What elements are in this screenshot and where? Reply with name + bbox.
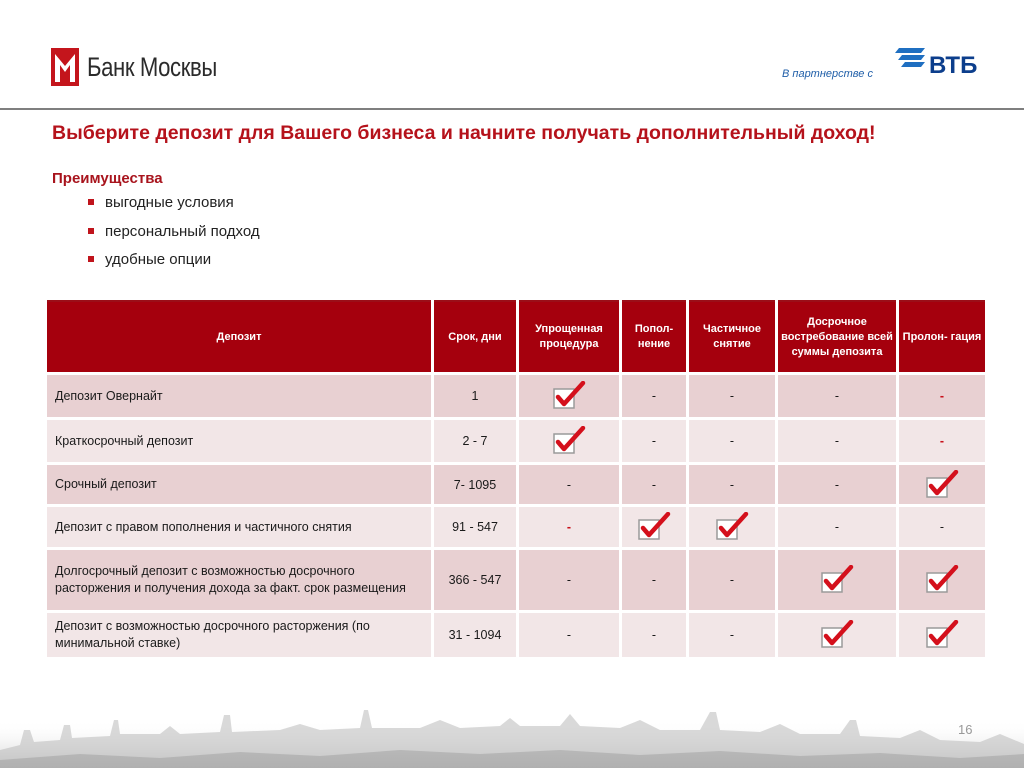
dash-mark: -	[651, 434, 657, 448]
dash-mark: -	[566, 573, 572, 587]
deposit-name-cell: Депозит с правом пополнения и частичного снятия	[47, 507, 431, 547]
dash-mark: -	[939, 434, 945, 448]
prolong-cell	[899, 465, 985, 504]
advantages-heading: Преимущества	[52, 170, 163, 187]
bullet-icon	[88, 256, 94, 262]
partial-cell	[689, 613, 775, 657]
dash-mark: -	[566, 520, 572, 534]
prolong-cell	[899, 375, 985, 417]
vtb-name: ВТБ	[929, 52, 978, 79]
dash-mark: -	[566, 477, 572, 492]
header-deposit: Депозит	[47, 300, 431, 372]
term-cell: 1	[434, 375, 516, 417]
early-cell	[778, 507, 896, 547]
bank-moskvy-logo[interactable]	[51, 48, 245, 86]
header-topup: Попол- нение	[622, 300, 686, 372]
bullet-icon	[88, 228, 94, 234]
dash-mark: -	[651, 477, 657, 492]
deposit-name-cell: Депозит Овернайт	[47, 375, 431, 417]
checkmark-icon	[820, 620, 854, 650]
partial-cell	[689, 375, 775, 417]
deposit-table	[47, 300, 985, 657]
term-cell: 91 - 547	[434, 507, 516, 547]
early-cell	[778, 420, 896, 462]
topup-cell	[622, 420, 686, 462]
simplified-cell	[519, 550, 619, 610]
header-simplified: Упрощенная процедура	[519, 300, 619, 372]
dash-mark: -	[651, 628, 657, 642]
dash-mark: -	[834, 520, 840, 534]
topup-cell	[622, 507, 686, 547]
topup-cell	[622, 550, 686, 610]
simplified-cell	[519, 613, 619, 657]
dash-mark: -	[729, 434, 735, 448]
deposit-name-cell: Срочный депозит	[47, 465, 431, 504]
checkmark-icon	[925, 620, 959, 650]
simplified-cell	[519, 420, 619, 462]
early-cell	[778, 465, 896, 504]
header-partial: Частичное снятие	[689, 300, 775, 372]
term-cell: 7- 1095	[434, 465, 516, 504]
header-prolong: Пролон- гация	[899, 300, 985, 372]
prolong-cell	[899, 613, 985, 657]
city-skyline-decoration	[0, 690, 1024, 768]
checkmark-icon	[925, 470, 959, 500]
checkmark-icon	[552, 381, 586, 411]
header-divider	[0, 108, 1024, 110]
bank-moskvy-emblem-icon	[51, 48, 79, 86]
early-cell	[778, 613, 896, 657]
header	[0, 0, 1024, 110]
deposit-name-cell: Краткосрочный депозит	[47, 420, 431, 462]
simplified-cell	[519, 375, 619, 417]
checkmark-icon	[552, 426, 586, 456]
checkmark-icon	[925, 565, 959, 595]
prolong-cell	[899, 507, 985, 547]
page-number: 16	[958, 722, 973, 737]
topup-cell	[622, 613, 686, 657]
checkmark-icon	[637, 512, 671, 542]
term-cell: 2 - 7	[434, 420, 516, 462]
header-term: Срок, дни	[434, 300, 516, 372]
checkmark-icon	[715, 512, 749, 542]
dash-mark: -	[834, 389, 840, 403]
partial-cell	[689, 550, 775, 610]
term-cell: 366 - 547	[434, 550, 516, 610]
simplified-cell	[519, 507, 619, 547]
partial-cell	[689, 465, 775, 504]
deposit-name-cell: Депозит с возможностью досрочного расторжения (по минимальной ставке)	[47, 613, 431, 657]
topup-cell	[622, 465, 686, 504]
prolong-cell	[899, 550, 985, 610]
dash-mark: -	[939, 520, 945, 534]
dash-mark: -	[939, 389, 945, 403]
topup-cell	[622, 375, 686, 417]
advantage-item: удобные опции	[88, 251, 260, 280]
advantage-item: выгодные условия	[88, 194, 260, 223]
deposit-name-cell: Долгосрочный депозит с возможностью досрочного расторжения и получения дохода за факт. срок размещения	[47, 550, 431, 610]
partner-text: В партнерстве с	[782, 68, 873, 80]
header-early: Досрочное востребование всей суммы депозита	[778, 300, 896, 372]
vtb-emblem-icon	[895, 44, 929, 76]
dash-mark: -	[566, 628, 572, 642]
dash-mark: -	[729, 573, 735, 587]
checkmark-icon	[820, 565, 854, 595]
partial-cell	[689, 507, 775, 547]
bank-name: Банк Москвы	[87, 51, 217, 82]
dash-mark: -	[729, 477, 735, 492]
early-cell	[778, 375, 896, 417]
term-cell: 31 - 1094	[434, 613, 516, 657]
advantages-list	[88, 194, 260, 280]
prolong-cell	[899, 420, 985, 462]
dash-mark: -	[834, 477, 840, 492]
dash-mark: -	[651, 573, 657, 587]
dash-mark: -	[651, 389, 657, 403]
page-title: Выберите депозит для Вашего бизнеса и начните получать дополнительный доход!	[52, 122, 876, 144]
partial-cell	[689, 420, 775, 462]
simplified-cell	[519, 465, 619, 504]
bullet-icon	[88, 199, 94, 205]
dash-mark: -	[729, 389, 735, 403]
dash-mark: -	[729, 628, 735, 642]
advantage-item: персональный подход	[88, 223, 260, 252]
early-cell	[778, 550, 896, 610]
vtb-logo[interactable]	[895, 44, 978, 79]
dash-mark: -	[834, 434, 840, 448]
